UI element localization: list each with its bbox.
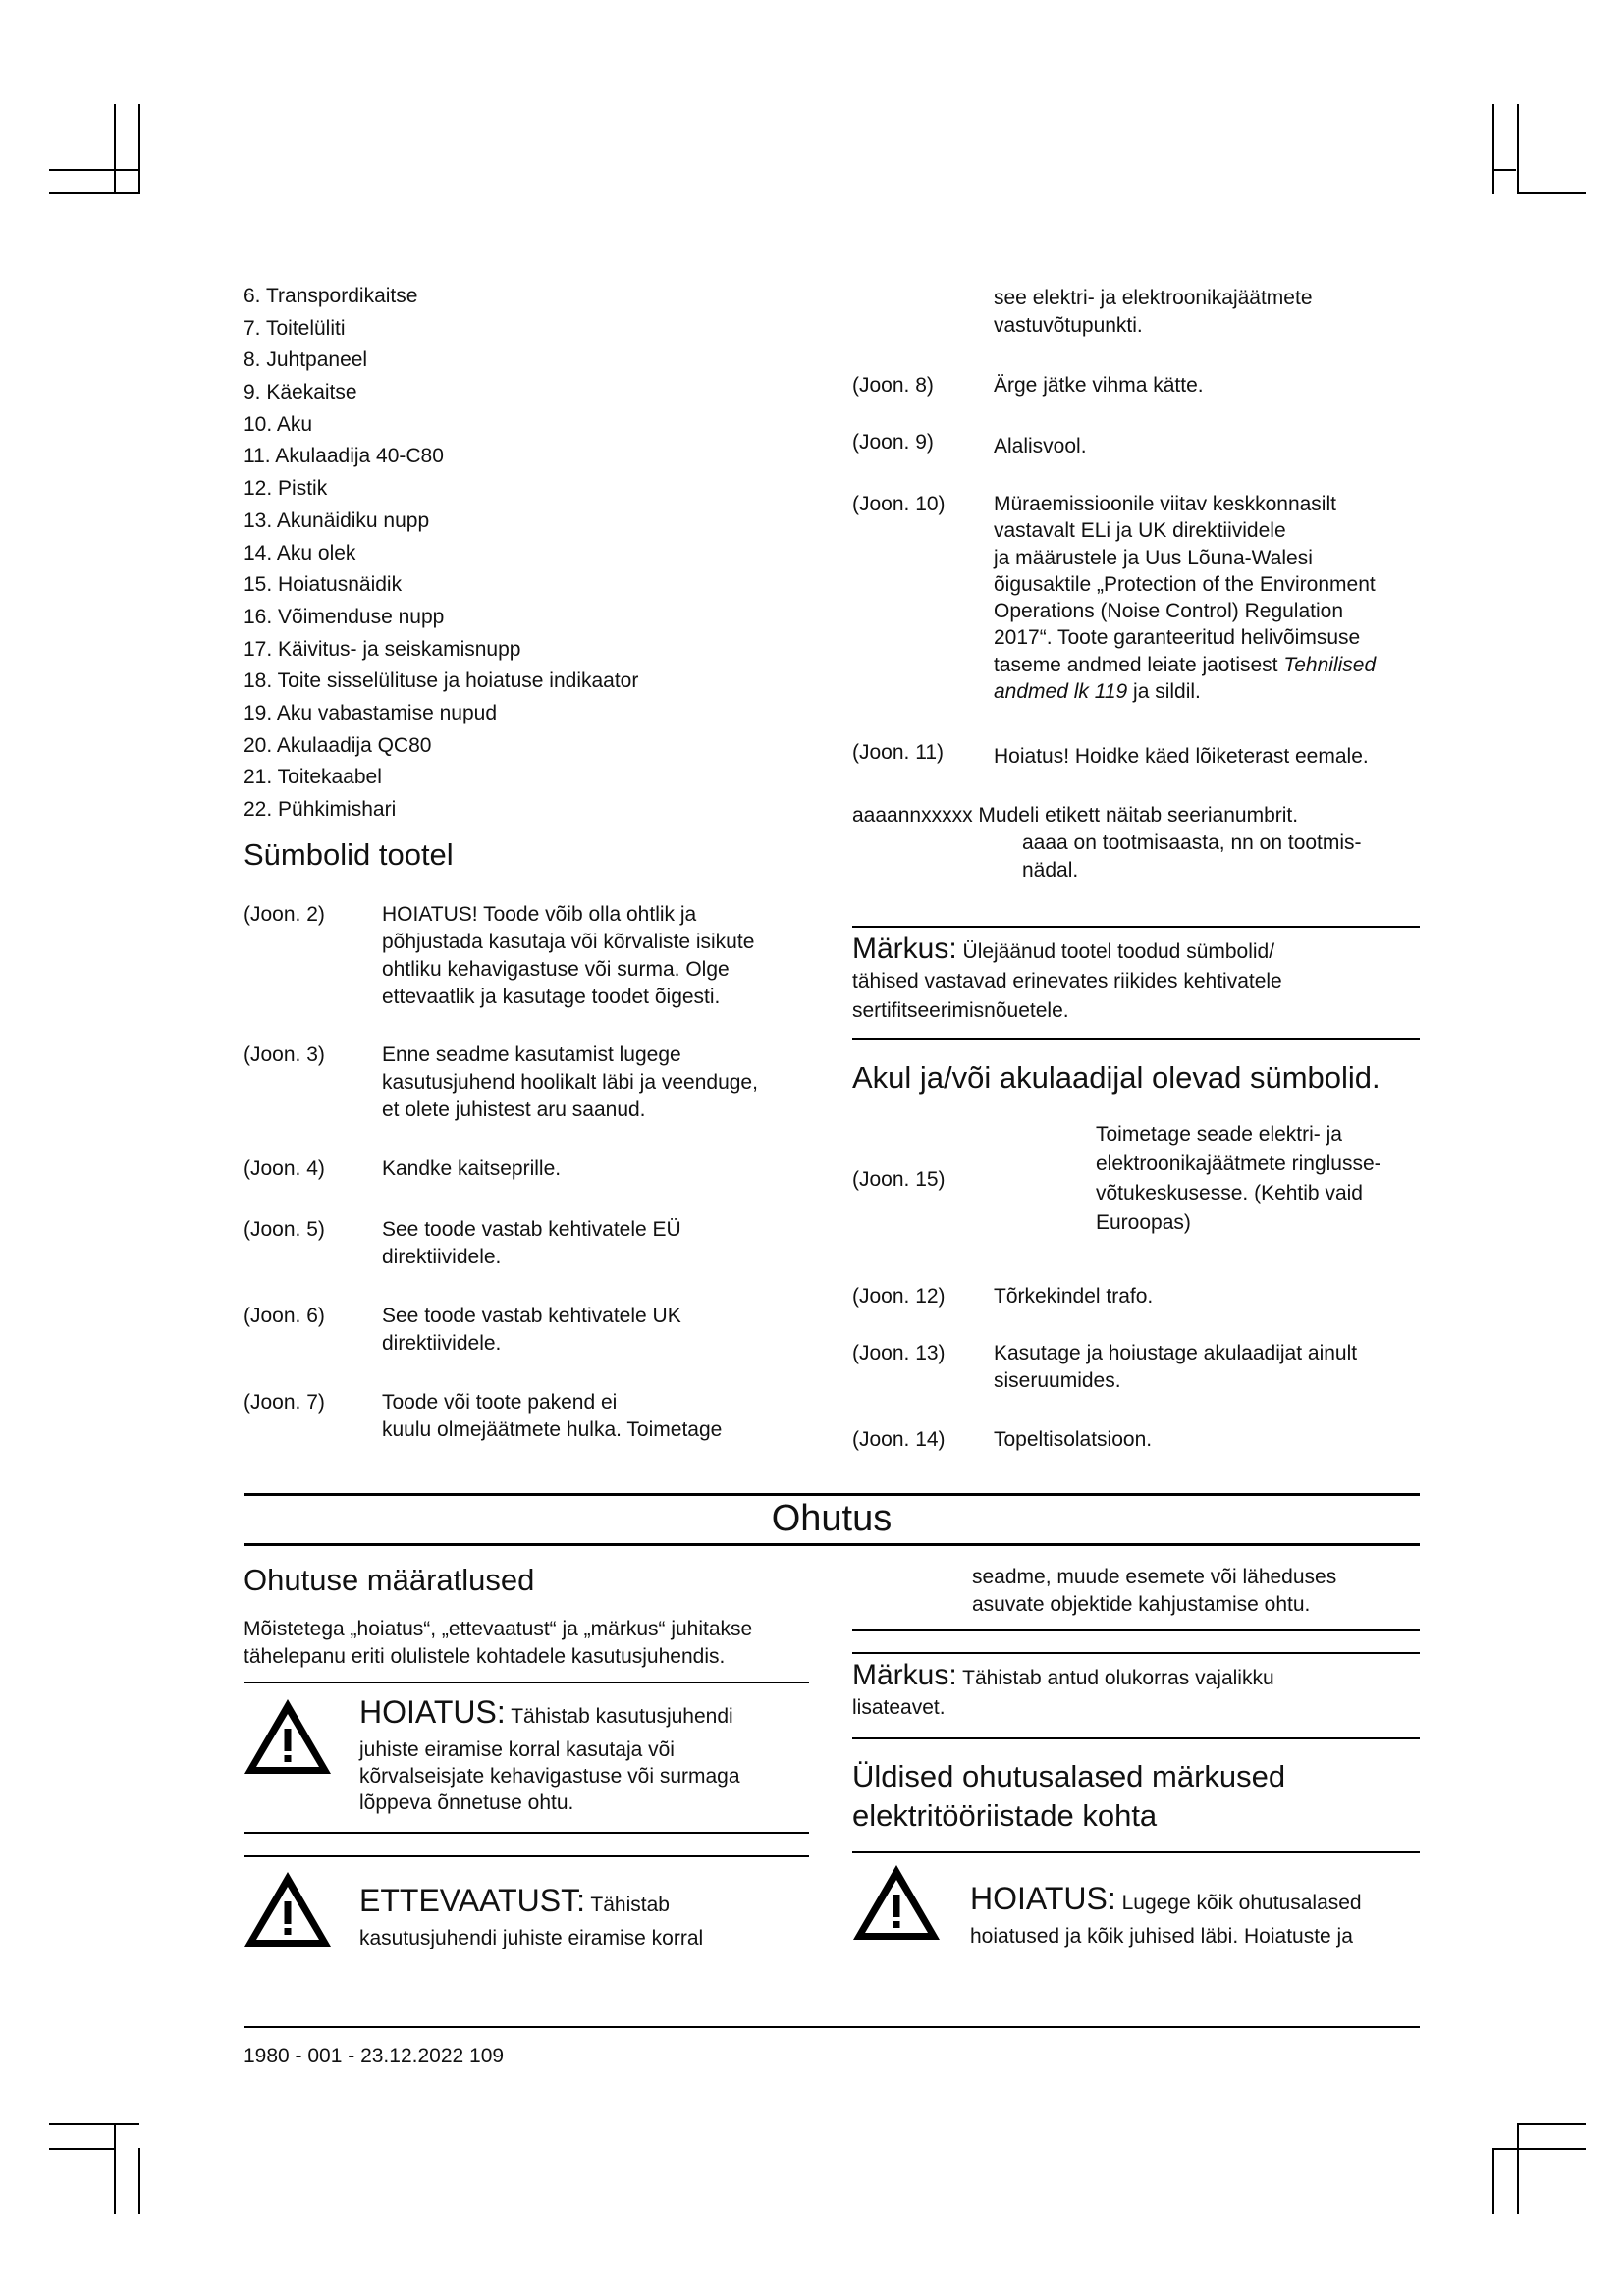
divider bbox=[852, 1851, 1420, 1853]
symbol-text: taseme andmed leiate jaotisest bbox=[994, 653, 1278, 676]
symbol-text: et olete juhistest aru saanud. bbox=[382, 1098, 646, 1121]
crop-mark bbox=[49, 2123, 139, 2125]
warning-text: lõppeva õnnetuse ohtu. bbox=[359, 1791, 574, 1814]
note-text: tähised vastavad erinevates riikides kehtivatele bbox=[852, 970, 1282, 992]
crop-mark bbox=[138, 104, 140, 194]
symbol-text: elektroonikajäätmete ringlusse- bbox=[1096, 1152, 1381, 1175]
warning-triangle-icon bbox=[242, 1695, 334, 1778]
symbol-text: Toode või toote pakend ei bbox=[382, 1391, 618, 1414]
symbol-label: (Joon. 8) bbox=[852, 374, 934, 397]
note-heading: Märkus: bbox=[852, 1659, 957, 1691]
symbol-text: Tõrkekindel trafo. bbox=[994, 1285, 1154, 1308]
symbol-text: Kasutage ja hoiustage akulaadijat ainult bbox=[994, 1342, 1358, 1364]
symbol-label: (Joon. 9) bbox=[852, 431, 934, 454]
serial-text: Mudeli etikett näitab seerianumbrit. bbox=[972, 804, 1299, 827]
list-item: 19. Aku vabastamise nupud bbox=[244, 701, 498, 724]
symbol-text: direktiividele. bbox=[382, 1246, 502, 1268]
symbol-text: Hoiatus! Hoidke käed lõiketerast eemale. bbox=[994, 745, 1369, 768]
list-item: 14. Aku olek bbox=[244, 541, 356, 564]
symbol-text: ja määrustele ja Uus Lõuna-Walesi bbox=[994, 546, 1313, 569]
warning-text: kõrvalseisjate kehavigastuse või surmaga bbox=[359, 1765, 740, 1788]
symbol-text: Toimetage seade elektri- ja bbox=[1096, 1123, 1342, 1146]
list-item: 21. Toitekaabel bbox=[244, 766, 382, 789]
heading-line: elektritööriistade kohta bbox=[852, 1798, 1158, 1833]
crop-mark bbox=[49, 2148, 116, 2150]
divider bbox=[244, 2026, 1420, 2028]
list-item: 15. Hoiatusnäidik bbox=[244, 573, 403, 597]
symbol-text: kuulu olmejäätmete hulka. Toimetage bbox=[382, 1418, 723, 1441]
heading-line: Üldised ohutusalased märkused bbox=[852, 1759, 1286, 1793]
crop-mark bbox=[114, 2123, 116, 2214]
crop-mark bbox=[1517, 2123, 1519, 2214]
divider bbox=[244, 1855, 809, 1857]
serial-code: aaaannxxxxx bbox=[852, 804, 973, 827]
warning-heading: HOIATUS: bbox=[359, 1694, 506, 1730]
divider bbox=[244, 1682, 809, 1683]
symbol-text: vastuvõtupunkti. bbox=[994, 314, 1143, 337]
symbol-text: Euroopas) bbox=[1096, 1211, 1191, 1234]
divider bbox=[244, 1543, 1420, 1546]
list-item: 8. Juhtpaneel bbox=[244, 348, 368, 372]
symbol-text: HOIATUS! Toode võib olla ohtlik ja bbox=[382, 903, 697, 926]
crop-mark bbox=[138, 2148, 140, 2214]
symbol-label: (Joon. 6) bbox=[244, 1305, 325, 1327]
caution-text: kasutusjuhendi juhiste eiramise korral bbox=[359, 1927, 704, 1949]
symbol-text: Ärge jätke vihma kätte. bbox=[994, 374, 1204, 397]
symbol-text: võtukeskusesse. (Kehtib vaid bbox=[1096, 1182, 1363, 1204]
symbol-continuation bbox=[994, 285, 1313, 340]
section-heading-general bbox=[852, 1757, 1420, 1836]
parts-list bbox=[244, 281, 803, 827]
divider bbox=[852, 1038, 1420, 1040]
crop-mark bbox=[1517, 2123, 1586, 2125]
divider bbox=[852, 1629, 1420, 1631]
caution-box bbox=[359, 1883, 811, 1951]
symbol-text: 2017“. Toote garanteeritud helivõimsuse bbox=[994, 626, 1361, 650]
warning-box bbox=[970, 1881, 1432, 1949]
list-item: 10. Aku bbox=[244, 412, 313, 436]
list-item: 9. Käekaitse bbox=[244, 381, 357, 404]
crop-mark bbox=[1492, 104, 1494, 194]
note-text: Ülejäänud tootel toodud sümbolid/ bbox=[956, 940, 1275, 963]
symbol-label: (Joon. 5) bbox=[244, 1218, 325, 1241]
symbol-text: See toode vastab kehtivatele EÜ bbox=[382, 1218, 681, 1241]
warning-text: hoiatused ja kõik juhised läbi. Hoiatuste ja bbox=[970, 1925, 1353, 1948]
list-item: 6. Transpordikaitse bbox=[244, 285, 418, 307]
note-text: Tähistab antud olukorras vajalikku bbox=[956, 1667, 1274, 1689]
intro-line: tähelepanu eriti olulistele kohtadele kasutusjuhendis. bbox=[244, 1645, 726, 1668]
serial-note bbox=[852, 802, 1441, 884]
symbol-label: (Joon. 7) bbox=[244, 1391, 325, 1414]
list-item: 18. Toite sisselülituse ja hoiatuse indikaator bbox=[244, 669, 639, 693]
symbol-label: (Joon. 3) bbox=[244, 1043, 325, 1066]
warning-text: Lugege kõik ohutusalased bbox=[1115, 1892, 1362, 1914]
list-item: 16. Võimenduse nupp bbox=[244, 605, 445, 628]
symbol-label: (Joon. 10) bbox=[852, 493, 946, 515]
caution-heading: ETTEVAATUST: bbox=[359, 1883, 585, 1918]
warning-text: Tähistab kasutusjuhendi bbox=[505, 1705, 733, 1728]
warning-heading: HOIATUS: bbox=[970, 1881, 1116, 1916]
symbol-text-block bbox=[1096, 1120, 1430, 1238]
symbol-text: See toode vastab kehtivatele UK bbox=[382, 1305, 681, 1327]
symbol-text: kasutusjuhend hoolikalt läbi ja veenduge, bbox=[382, 1071, 758, 1094]
list-item: 17. Käivitus- ja seiskamisnupp bbox=[244, 637, 521, 661]
list-item: 12. Pistik bbox=[244, 477, 328, 501]
symbol-label: (Joon. 11) bbox=[852, 741, 944, 764]
caution-text: Tähistab bbox=[584, 1894, 670, 1916]
symbol-text: ettevaatlik ja kasutage toodet õigesti. bbox=[382, 986, 721, 1008]
crop-mark bbox=[1517, 104, 1519, 194]
intro-line: Mõistetega „hoiatus“, „ettevaatust“ ja „märkus“ juhitakse bbox=[244, 1618, 753, 1640]
caution-text: asuvate objektide kahjustamise ohtu. bbox=[972, 1593, 1311, 1616]
symbol-text: ohtliku kehavigastuse või surma. Olge bbox=[382, 958, 730, 981]
cross-reference-link[interactable]: andmed lk 119 bbox=[994, 680, 1128, 704]
list-item: 13. Akunäidiku nupp bbox=[244, 508, 430, 532]
symbol-text: Kandke kaitseprille. bbox=[382, 1157, 562, 1180]
divider bbox=[852, 926, 1420, 928]
note-text: sertifitseerimisnõuetele. bbox=[852, 999, 1069, 1022]
symbol-text: direktiividele. bbox=[382, 1332, 502, 1355]
cross-reference-link[interactable] bbox=[1283, 654, 1376, 676]
note-heading: Märkus: bbox=[852, 933, 957, 965]
symbol-text: siseruumides. bbox=[994, 1369, 1121, 1392]
crop-mark bbox=[1492, 2148, 1494, 2214]
warning-triangle-icon bbox=[242, 1868, 334, 1950]
symbol-text: Müraemissioonile viitav keskkonnasilt bbox=[994, 493, 1336, 515]
divider bbox=[852, 1737, 1420, 1739]
symbol-text: Enne seadme kasutamist lugege bbox=[382, 1043, 681, 1066]
crop-mark bbox=[1492, 2148, 1586, 2150]
list-item: 11. Akulaadija 40-C80 bbox=[244, 445, 444, 468]
serial-text: nädal. bbox=[1022, 859, 1079, 881]
caution-text: seadme, muude esemete või läheduses bbox=[972, 1566, 1337, 1588]
list-item: 20. Akulaadija QC80 bbox=[244, 733, 432, 757]
symbol-label: (Joon. 2) bbox=[244, 903, 325, 926]
section-heading-battery: Akul ja/või akulaadijal olevad sümbolid. bbox=[852, 1060, 1380, 1095]
crop-mark bbox=[1492, 169, 1516, 171]
warning-text: juhiste eiramise korral kasutaja või bbox=[359, 1738, 675, 1761]
symbol-text: põhjustada kasutaja või kõrvaliste isikute bbox=[382, 931, 755, 953]
symbol-text: Alalisvool. bbox=[994, 435, 1087, 457]
section-heading-definitions: Ohutuse määratlused bbox=[244, 1563, 535, 1597]
list-item: 7. Toitelüliti bbox=[244, 316, 346, 340]
note-box bbox=[852, 933, 1420, 1026]
cross-reference-part: Tehnilised bbox=[1283, 653, 1377, 676]
symbol-label: (Joon. 14) bbox=[852, 1428, 946, 1451]
intro-text bbox=[244, 1616, 823, 1671]
symbol-text: ja sildil. bbox=[1127, 680, 1201, 704]
page-footer: 1980 - 001 - 23.12.2022 109 bbox=[244, 2045, 505, 2067]
crop-mark bbox=[1517, 192, 1586, 194]
list-item: 22. Pühkimishari bbox=[244, 798, 397, 821]
symbol-text: vastavalt ELi ja UK direktiividele bbox=[994, 519, 1286, 543]
symbol-text: Topeltisolatsioon. bbox=[994, 1428, 1153, 1451]
crop-mark bbox=[49, 169, 138, 171]
crop-mark bbox=[49, 192, 139, 194]
section-heading-symbols: Sümbolid tootel bbox=[244, 837, 454, 872]
warning-box bbox=[359, 1694, 811, 1816]
symbol-label: (Joon. 12) bbox=[852, 1285, 946, 1308]
warning-triangle-icon bbox=[850, 1861, 943, 1944]
note-text: lisateavet. bbox=[852, 1696, 946, 1719]
divider bbox=[244, 1832, 809, 1834]
symbol-label: (Joon. 15) bbox=[852, 1168, 946, 1191]
note-box bbox=[852, 1659, 1420, 1723]
symbol-text: õigusaktile „Protection of the Environment bbox=[994, 572, 1376, 596]
crop-mark bbox=[114, 104, 116, 194]
symbol-label: (Joon. 13) bbox=[852, 1342, 946, 1364]
symbol-text: Operations (Noise Control) Regulation bbox=[994, 600, 1344, 623]
divider bbox=[852, 1652, 1420, 1654]
serial-text: aaaa on tootmisaasta, nn on tootmis- bbox=[1022, 831, 1362, 854]
symbol-text: see elektri- ja elektroonikajäätmete bbox=[994, 287, 1313, 309]
caution-continuation bbox=[972, 1564, 1336, 1619]
chapter-title: Ohutus bbox=[771, 1498, 893, 1539]
symbol-label: (Joon. 4) bbox=[244, 1157, 325, 1180]
